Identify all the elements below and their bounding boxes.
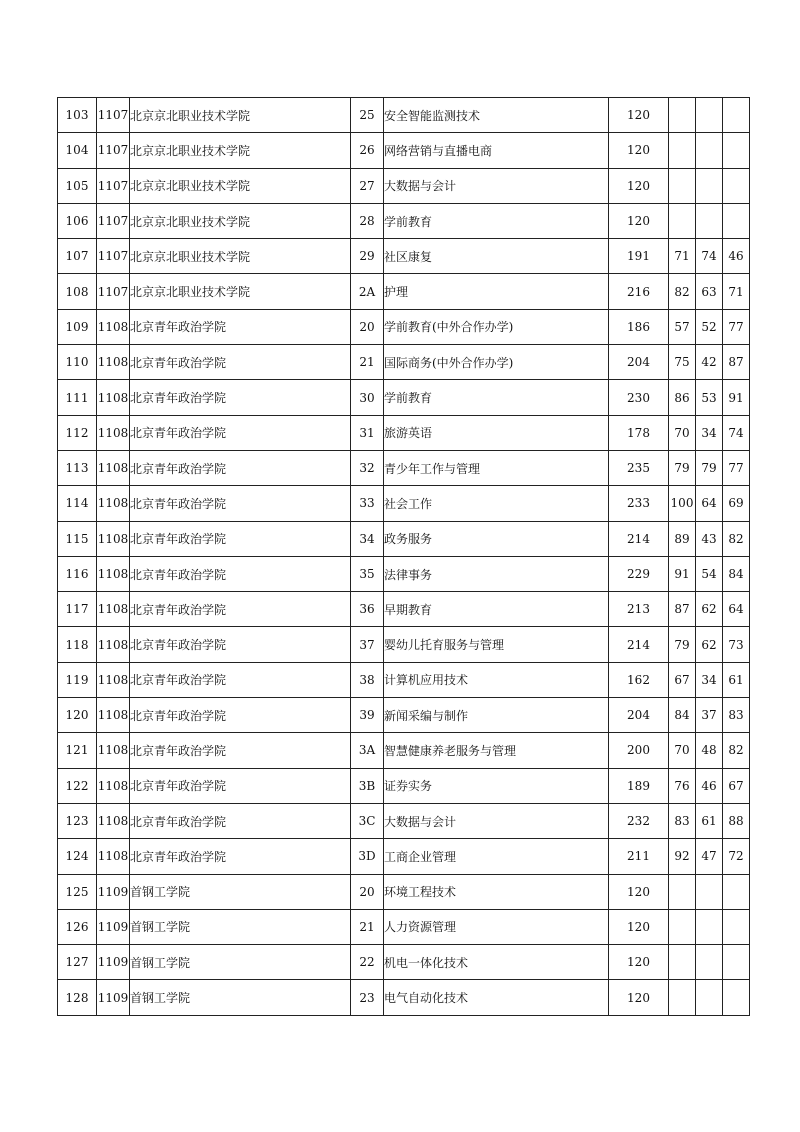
total-score-cell: 200: [609, 733, 669, 768]
row-index-cell: 112: [58, 415, 97, 450]
school-name-cell: 北京青年政治学院: [130, 415, 351, 450]
score-2-cell: 61: [696, 803, 723, 838]
major-name-cell: 学前教育: [384, 380, 609, 415]
row-index-cell: 115: [58, 521, 97, 556]
score-2-cell: [696, 203, 723, 238]
score-3-cell: [723, 168, 750, 203]
row-index-cell: 120: [58, 698, 97, 733]
table-row: [58, 521, 750, 556]
total-score-cell: 120: [609, 945, 669, 980]
row-index-cell: 124: [58, 839, 97, 874]
score-3-cell: [723, 909, 750, 944]
school-code-cell: 1108: [97, 592, 130, 627]
major-name-cell: 机电一体化技术: [384, 945, 609, 980]
score-3-cell: [723, 980, 750, 1015]
score-1-cell: 70: [669, 415, 696, 450]
score-2-cell: 43: [696, 521, 723, 556]
major-code-cell: 21: [351, 909, 384, 944]
score-3-cell: 84: [723, 556, 750, 591]
score-1-cell: 84: [669, 698, 696, 733]
score-2-cell: [696, 133, 723, 168]
school-code-cell: 1109: [97, 909, 130, 944]
major-code-cell: 20: [351, 874, 384, 909]
row-index-cell: 104: [58, 133, 97, 168]
table-row: [58, 662, 750, 697]
school-name-cell: 北京青年政治学院: [130, 733, 351, 768]
score-1-cell: 79: [669, 627, 696, 662]
score-1-cell: 76: [669, 768, 696, 803]
school-name-cell: 北京青年政治学院: [130, 662, 351, 697]
school-code-cell: 1108: [97, 839, 130, 874]
score-2-cell: [696, 909, 723, 944]
row-index-cell: 127: [58, 945, 97, 980]
school-code-cell: 1109: [97, 874, 130, 909]
score-1-cell: 100: [669, 486, 696, 521]
score-3-cell: [723, 945, 750, 980]
school-code-cell: 1107: [97, 98, 130, 133]
score-3-cell: 82: [723, 733, 750, 768]
major-name-cell: 旅游英语: [384, 415, 609, 450]
score-2-cell: 46: [696, 768, 723, 803]
row-index-cell: 122: [58, 768, 97, 803]
school-name-cell: 首钢工学院: [130, 874, 351, 909]
score-1-cell: 75: [669, 345, 696, 380]
major-code-cell: 21: [351, 345, 384, 380]
table-row: [58, 133, 750, 168]
major-name-cell: 法律事务: [384, 556, 609, 591]
total-score-cell: 230: [609, 380, 669, 415]
major-code-cell: 3A: [351, 733, 384, 768]
row-index-cell: 126: [58, 909, 97, 944]
major-code-cell: 32: [351, 450, 384, 485]
school-name-cell: 北京青年政治学院: [130, 627, 351, 662]
school-name-cell: 北京京北职业技术学院: [130, 203, 351, 238]
major-code-cell: 20: [351, 309, 384, 344]
major-code-cell: 33: [351, 486, 384, 521]
school-code-cell: 1107: [97, 274, 130, 309]
row-index-cell: 107: [58, 239, 97, 274]
score-2-cell: 64: [696, 486, 723, 521]
major-name-cell: 工商企业管理: [384, 839, 609, 874]
major-code-cell: 22: [351, 945, 384, 980]
score-1-cell: 86: [669, 380, 696, 415]
score-3-cell: 64: [723, 592, 750, 627]
table-row: [58, 909, 750, 944]
major-code-cell: 3B: [351, 768, 384, 803]
major-name-cell: 学前教育(中外合作办学): [384, 309, 609, 344]
score-2-cell: 37: [696, 698, 723, 733]
major-name-cell: 护理: [384, 274, 609, 309]
total-score-cell: 120: [609, 168, 669, 203]
table-row: [58, 556, 750, 591]
total-score-cell: 235: [609, 450, 669, 485]
school-name-cell: 首钢工学院: [130, 980, 351, 1015]
score-1-cell: 82: [669, 274, 696, 309]
score-1-cell: 83: [669, 803, 696, 838]
school-name-cell: 北京京北职业技术学院: [130, 274, 351, 309]
total-score-cell: 162: [609, 662, 669, 697]
score-1-cell: 71: [669, 239, 696, 274]
table-row: [58, 203, 750, 238]
score-3-cell: 77: [723, 309, 750, 344]
row-index-cell: 111: [58, 380, 97, 415]
major-name-cell: 新闻采编与制作: [384, 698, 609, 733]
row-index-cell: 108: [58, 274, 97, 309]
major-name-cell: 社会工作: [384, 486, 609, 521]
school-code-cell: 1108: [97, 415, 130, 450]
score-2-cell: 54: [696, 556, 723, 591]
score-2-cell: 47: [696, 839, 723, 874]
school-name-cell: 北京青年政治学院: [130, 309, 351, 344]
row-index-cell: 128: [58, 980, 97, 1015]
school-name-cell: 北京青年政治学院: [130, 592, 351, 627]
major-name-cell: 计算机应用技术: [384, 662, 609, 697]
major-code-cell: 2A: [351, 274, 384, 309]
score-2-cell: 79: [696, 450, 723, 485]
row-index-cell: 106: [58, 203, 97, 238]
total-score-cell: 204: [609, 698, 669, 733]
row-index-cell: 119: [58, 662, 97, 697]
major-code-cell: 26: [351, 133, 384, 168]
row-index-cell: 105: [58, 168, 97, 203]
school-name-cell: 北京青年政治学院: [130, 450, 351, 485]
table-row: [58, 168, 750, 203]
school-name-cell: 北京京北职业技术学院: [130, 239, 351, 274]
score-3-cell: 46: [723, 239, 750, 274]
score-3-cell: 74: [723, 415, 750, 450]
total-score-cell: 120: [609, 980, 669, 1015]
table-row: [58, 239, 750, 274]
table-row: [58, 415, 750, 450]
major-code-cell: 28: [351, 203, 384, 238]
score-3-cell: [723, 133, 750, 168]
major-name-cell: 政务服务: [384, 521, 609, 556]
major-code-cell: 39: [351, 698, 384, 733]
row-index-cell: 114: [58, 486, 97, 521]
total-score-cell: 232: [609, 803, 669, 838]
major-name-cell: 青少年工作与管理: [384, 450, 609, 485]
table-row: [58, 768, 750, 803]
school-name-cell: 北京青年政治学院: [130, 380, 351, 415]
score-2-cell: 63: [696, 274, 723, 309]
major-name-cell: 网络营销与直播电商: [384, 133, 609, 168]
score-3-cell: [723, 98, 750, 133]
major-name-cell: 婴幼儿托育服务与管理: [384, 627, 609, 662]
school-name-cell: 北京青年政治学院: [130, 345, 351, 380]
major-name-cell: 电气自动化技术: [384, 980, 609, 1015]
row-index-cell: 110: [58, 345, 97, 380]
row-index-cell: 125: [58, 874, 97, 909]
major-code-cell: 27: [351, 168, 384, 203]
school-name-cell: 北京京北职业技术学院: [130, 133, 351, 168]
major-code-cell: 34: [351, 521, 384, 556]
score-1-cell: [669, 980, 696, 1015]
score-1-cell: [669, 203, 696, 238]
score-1-cell: 89: [669, 521, 696, 556]
school-code-cell: 1108: [97, 803, 130, 838]
school-code-cell: 1108: [97, 556, 130, 591]
school-code-cell: 1108: [97, 768, 130, 803]
school-name-cell: 北京青年政治学院: [130, 486, 351, 521]
score-2-cell: 52: [696, 309, 723, 344]
score-3-cell: [723, 203, 750, 238]
score-1-cell: 79: [669, 450, 696, 485]
major-name-cell: 学前教育: [384, 203, 609, 238]
school-code-cell: 1108: [97, 380, 130, 415]
total-score-cell: 120: [609, 909, 669, 944]
row-index-cell: 109: [58, 309, 97, 344]
total-score-cell: 214: [609, 627, 669, 662]
score-1-cell: [669, 874, 696, 909]
score-2-cell: 34: [696, 662, 723, 697]
major-code-cell: 37: [351, 627, 384, 662]
school-name-cell: 北京青年政治学院: [130, 556, 351, 591]
table-row: [58, 698, 750, 733]
school-name-cell: 北京青年政治学院: [130, 521, 351, 556]
score-1-cell: 87: [669, 592, 696, 627]
total-score-cell: 229: [609, 556, 669, 591]
table-row: [58, 309, 750, 344]
score-3-cell: 73: [723, 627, 750, 662]
score-1-cell: [669, 168, 696, 203]
row-index-cell: 103: [58, 98, 97, 133]
score-3-cell: 72: [723, 839, 750, 874]
school-code-cell: 1108: [97, 698, 130, 733]
school-code-cell: 1107: [97, 168, 130, 203]
school-code-cell: 1107: [97, 203, 130, 238]
major-name-cell: 早期教育: [384, 592, 609, 627]
score-1-cell: 91: [669, 556, 696, 591]
total-score-cell: 186: [609, 309, 669, 344]
school-name-cell: 北京京北职业技术学院: [130, 168, 351, 203]
major-code-cell: 35: [351, 556, 384, 591]
major-name-cell: 环境工程技术: [384, 874, 609, 909]
score-3-cell: 88: [723, 803, 750, 838]
total-score-cell: 213: [609, 592, 669, 627]
score-3-cell: 71: [723, 274, 750, 309]
school-code-cell: 1109: [97, 945, 130, 980]
school-code-cell: 1108: [97, 733, 130, 768]
score-3-cell: 67: [723, 768, 750, 803]
total-score-cell: 120: [609, 874, 669, 909]
score-2-cell: [696, 945, 723, 980]
major-code-cell: 31: [351, 415, 384, 450]
total-score-cell: 214: [609, 521, 669, 556]
total-score-cell: 120: [609, 98, 669, 133]
table-row: [58, 980, 750, 1015]
school-name-cell: 首钢工学院: [130, 909, 351, 944]
major-name-cell: 国际商务(中外合作办学): [384, 345, 609, 380]
score-2-cell: 62: [696, 592, 723, 627]
school-code-cell: 1108: [97, 521, 130, 556]
row-index-cell: 121: [58, 733, 97, 768]
major-code-cell: 23: [351, 980, 384, 1015]
table-row: [58, 98, 750, 133]
total-score-cell: 120: [609, 133, 669, 168]
score-2-cell: 48: [696, 733, 723, 768]
score-3-cell: 77: [723, 450, 750, 485]
score-2-cell: [696, 980, 723, 1015]
school-name-cell: 北京青年政治学院: [130, 698, 351, 733]
school-name-cell: 北京青年政治学院: [130, 839, 351, 874]
score-2-cell: 74: [696, 239, 723, 274]
major-code-cell: 3C: [351, 803, 384, 838]
row-index-cell: 123: [58, 803, 97, 838]
major-name-cell: 大数据与会计: [384, 803, 609, 838]
row-index-cell: 118: [58, 627, 97, 662]
score-3-cell: 82: [723, 521, 750, 556]
total-score-cell: 211: [609, 839, 669, 874]
school-name-cell: 北京京北职业技术学院: [130, 98, 351, 133]
school-code-cell: 1108: [97, 627, 130, 662]
table-row: [58, 345, 750, 380]
score-3-cell: [723, 874, 750, 909]
school-name-cell: 北京青年政治学院: [130, 803, 351, 838]
score-1-cell: 67: [669, 662, 696, 697]
major-name-cell: 安全智能监测技术: [384, 98, 609, 133]
score-1-cell: 70: [669, 733, 696, 768]
school-code-cell: 1108: [97, 486, 130, 521]
score-3-cell: 61: [723, 662, 750, 697]
score-1-cell: 57: [669, 309, 696, 344]
major-name-cell: 人力资源管理: [384, 909, 609, 944]
table-row: [58, 803, 750, 838]
score-1-cell: 92: [669, 839, 696, 874]
table-row: [58, 380, 750, 415]
score-2-cell: [696, 98, 723, 133]
score-1-cell: [669, 133, 696, 168]
school-code-cell: 1109: [97, 980, 130, 1015]
school-code-cell: 1108: [97, 345, 130, 380]
school-code-cell: 1107: [97, 239, 130, 274]
major-name-cell: 社区康复: [384, 239, 609, 274]
total-score-cell: 189: [609, 768, 669, 803]
table-row: [58, 592, 750, 627]
school-code-cell: 1108: [97, 450, 130, 485]
school-name-cell: 首钢工学院: [130, 945, 351, 980]
row-index-cell: 117: [58, 592, 97, 627]
score-2-cell: [696, 874, 723, 909]
score-3-cell: 91: [723, 380, 750, 415]
table-body: [58, 98, 750, 1016]
major-code-cell: 29: [351, 239, 384, 274]
major-name-cell: 大数据与会计: [384, 168, 609, 203]
major-code-cell: 36: [351, 592, 384, 627]
table-row: [58, 450, 750, 485]
major-name-cell: 智慧健康养老服务与管理: [384, 733, 609, 768]
total-score-cell: 204: [609, 345, 669, 380]
table-row: [58, 733, 750, 768]
school-code-cell: 1108: [97, 662, 130, 697]
total-score-cell: 120: [609, 203, 669, 238]
score-2-cell: 62: [696, 627, 723, 662]
school-code-cell: 1108: [97, 309, 130, 344]
score-1-cell: [669, 98, 696, 133]
school-code-cell: 1107: [97, 133, 130, 168]
major-code-cell: 3D: [351, 839, 384, 874]
score-1-cell: [669, 909, 696, 944]
table-row: [58, 627, 750, 662]
total-score-cell: 233: [609, 486, 669, 521]
table-row: [58, 839, 750, 874]
admission-score-table: [57, 97, 750, 1016]
row-index-cell: 113: [58, 450, 97, 485]
table-row: [58, 486, 750, 521]
major-code-cell: 25: [351, 98, 384, 133]
major-name-cell: 证券实务: [384, 768, 609, 803]
score-2-cell: 42: [696, 345, 723, 380]
major-code-cell: 38: [351, 662, 384, 697]
score-3-cell: 83: [723, 698, 750, 733]
row-index-cell: 116: [58, 556, 97, 591]
score-2-cell: [696, 168, 723, 203]
score-2-cell: 53: [696, 380, 723, 415]
school-name-cell: 北京青年政治学院: [130, 768, 351, 803]
table-row: [58, 874, 750, 909]
table-row: [58, 274, 750, 309]
total-score-cell: 216: [609, 274, 669, 309]
major-code-cell: 30: [351, 380, 384, 415]
total-score-cell: 178: [609, 415, 669, 450]
score-3-cell: 87: [723, 345, 750, 380]
table-row: [58, 945, 750, 980]
total-score-cell: 191: [609, 239, 669, 274]
score-2-cell: 34: [696, 415, 723, 450]
score-1-cell: [669, 945, 696, 980]
score-3-cell: 69: [723, 486, 750, 521]
